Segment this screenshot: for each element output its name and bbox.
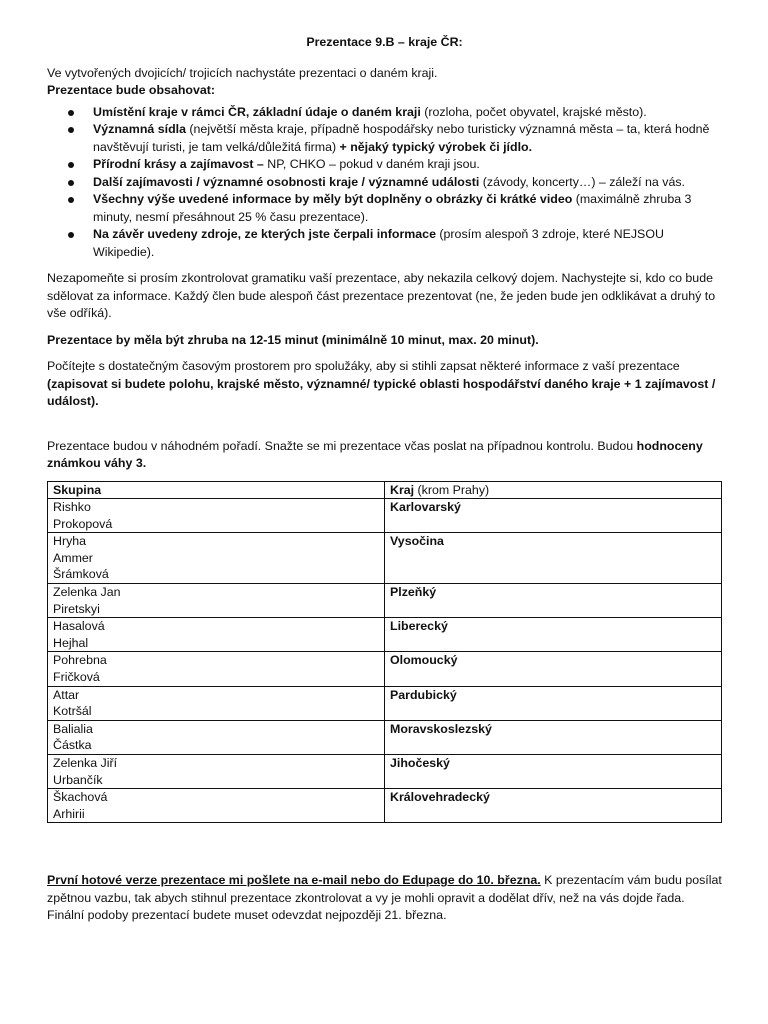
- region-name: Jihočeský: [390, 756, 450, 770]
- table-row: [48, 686, 722, 720]
- bullet-icon: [68, 110, 74, 116]
- notes-text: Počítejte s dostatečným časovým prostorem pro spolužáky, aby si stihli zapsat některé informace z vaší prezentace: [47, 359, 680, 373]
- table-row: [48, 533, 722, 584]
- group-members-cell: [48, 686, 385, 720]
- group-member: Hryha: [53, 534, 87, 549]
- bullet-icon: [68, 180, 74, 186]
- group-member: Ammer: [53, 550, 93, 565]
- groups-table: [47, 481, 722, 824]
- requirement-bold-extra: + nějaký typický výrobek či jídlo.: [336, 139, 533, 154]
- requirement-text: (závody, koncerty…) – záleží na vás.: [479, 174, 685, 189]
- region-cell: [385, 720, 722, 754]
- requirement-item: [47, 121, 722, 156]
- table-row: [48, 618, 722, 652]
- group-member: Arhirii: [53, 806, 85, 821]
- header-region-label: Kraj: [390, 482, 415, 497]
- group-member: Rishko: [53, 500, 91, 515]
- requirement-item: [47, 174, 722, 192]
- requirement-item: [47, 226, 722, 261]
- region-name: Karlovarský: [390, 500, 461, 515]
- requirements-list: [47, 104, 722, 262]
- duration-paragraph: Prezentace by měla být zhruba na 12-15 minut (minimálně 10 minut, max. 20 minut).: [47, 332, 539, 347]
- order-bold: hodnoceny známkou váhy 3.: [47, 438, 703, 470]
- group-member: Urbančík: [53, 772, 103, 787]
- final-paragraph: [47, 872, 722, 925]
- table-row: [48, 652, 722, 686]
- region-cell: [385, 618, 722, 652]
- requirement-item: [47, 104, 722, 122]
- requirement-item: [47, 191, 722, 226]
- requirement-bold: Všechny výše uvedené informace by měly být doplněny o obrázky či krátké video: [93, 192, 573, 206]
- region-cell: [385, 533, 722, 584]
- region-name: Liberecký: [390, 619, 448, 634]
- requirement-bold: Další zajímavosti / významné osobnosti kraje / významné události: [93, 174, 480, 189]
- order-paragraph: [47, 438, 722, 473]
- group-member: Částka: [53, 738, 92, 753]
- requirement-text: NP, CHKO – pokud v daném kraji jsou.: [263, 157, 480, 171]
- intro-line: Ve vytvořených dvojicích/ trojicích nachystáte prezentaci o daném kraji.: [47, 65, 438, 80]
- contents-heading: Prezentace bude obsahovat:: [47, 83, 216, 97]
- table-row: [48, 584, 722, 618]
- requirement-text: (maximálně zhruba 3 minuty, nesmí přesáhnout 25 % času prezentace).: [93, 192, 692, 224]
- order-text: Prezentace budou v náhodném pořadí. Snažte se mi prezentace včas poslat na případnou kontrolu. Budou: [47, 438, 637, 453]
- region-name: Královehradecký: [390, 790, 490, 805]
- group-member: Zelenka Jiří: [53, 756, 118, 770]
- group-member: Prokopová: [53, 516, 113, 531]
- group-members-cell: [48, 720, 385, 754]
- group-member: Hejhal: [53, 635, 89, 650]
- region-cell: [385, 584, 722, 618]
- header-region-note: (krom Prahy): [414, 482, 490, 497]
- group-member: Kotršál: [53, 704, 92, 719]
- notes-bold: (zapisovat si budete polohu, krajské město, významné/ typické oblasti hospodářství daného kraje + 1 zajímavost / událost).: [47, 376, 716, 408]
- requirement-text: (největší města kraje, případně hospodářsky nebo turisticky významná města – ta, která hodně navštěvují turisti, je tam velká/důležitá firma): [93, 122, 710, 154]
- group-members-cell: [48, 533, 385, 584]
- final-deadline: První hotové verze prezentace mi pošlete na e-mail nebo do Edupage do 10. března.: [47, 873, 541, 888]
- requirement-bold: Na závěr uvedeny zdroje, ze kterých jste čerpali informace: [93, 227, 436, 241]
- requirement-text: (rozloha, počet obyvatel, krajské město).: [420, 104, 647, 119]
- requirement-item: [47, 156, 722, 174]
- table-row: [48, 499, 722, 533]
- requirement-bold: Umístění kraje v rámci ČR, základní údaje o daném kraji: [93, 104, 421, 119]
- region-cell: [385, 652, 722, 686]
- region-cell: [385, 755, 722, 789]
- group-member: Piretskyi: [53, 601, 100, 616]
- group-members-cell: [48, 652, 385, 686]
- grammar-paragraph: Nezapomeňte si prosím zkontrolovat gramatiku vaší prezentace, aby nekazila celkový dojem. Nachystejte si, kdo co bude sdělovat za informace. Každý člen bude alespoň část prezentace prezentovat (ne, že jeden bude jen odklikávat a druhý to vše odříká).: [47, 271, 716, 320]
- group-member: Šrámková: [53, 567, 109, 582]
- region-cell: [385, 789, 722, 823]
- region-name: Olomoucký: [390, 653, 458, 668]
- group-member: Škachová: [53, 790, 108, 805]
- region-name: Vysočina: [390, 534, 444, 549]
- requirement-text: (prosím alespoň 3 zdroje, které NEJSOU Wikipedie).: [93, 227, 664, 259]
- final-text: K prezentacím vám budu posílat zpětnou vazbu, tak abych stihnul prezentace zkontrolovat a vy je mohli opravit a dodělat dřív, než na vás dojde řada. Finální podoby prezentací budete muset odevzdat nejpozději 21. března.: [47, 873, 722, 923]
- region-cell: [385, 686, 722, 720]
- group-members-cell: [48, 584, 385, 618]
- requirement-bold: Významná sídla: [93, 122, 186, 136]
- region-name: Pardubický: [390, 687, 457, 702]
- group-member: Attar: [53, 687, 80, 702]
- bullet-icon: [68, 127, 74, 133]
- table-row: [48, 755, 722, 789]
- group-member: Balialia: [53, 721, 93, 736]
- group-member: Fričková: [53, 670, 100, 685]
- document-page: [47, 34, 722, 925]
- group-members-cell: [48, 499, 385, 533]
- group-members-cell: [48, 789, 385, 823]
- header-group: Skupina: [48, 481, 385, 499]
- table-header-row: [48, 481, 722, 499]
- bullet-icon: [68, 232, 74, 238]
- header-region: [385, 481, 722, 499]
- bullet-icon: [68, 197, 74, 203]
- table-row: [48, 720, 722, 754]
- notes-paragraph: [47, 358, 722, 411]
- bullet-icon: [68, 162, 74, 168]
- group-member: Hasalová: [53, 619, 105, 634]
- region-name: Plzeňký: [390, 585, 437, 600]
- document-title: Prezentace 9.B – kraje ČR:: [306, 35, 463, 49]
- group-member: Zelenka Jan: [53, 585, 121, 600]
- region-name: Moravskoslezský: [390, 721, 492, 736]
- requirement-bold: Přírodní krásy a zajímavost –: [93, 157, 264, 171]
- table-row: [48, 789, 722, 823]
- group-member: Pohrebna: [53, 653, 107, 668]
- group-members-cell: [48, 618, 385, 652]
- region-cell: [385, 499, 722, 533]
- group-members-cell: [48, 755, 385, 789]
